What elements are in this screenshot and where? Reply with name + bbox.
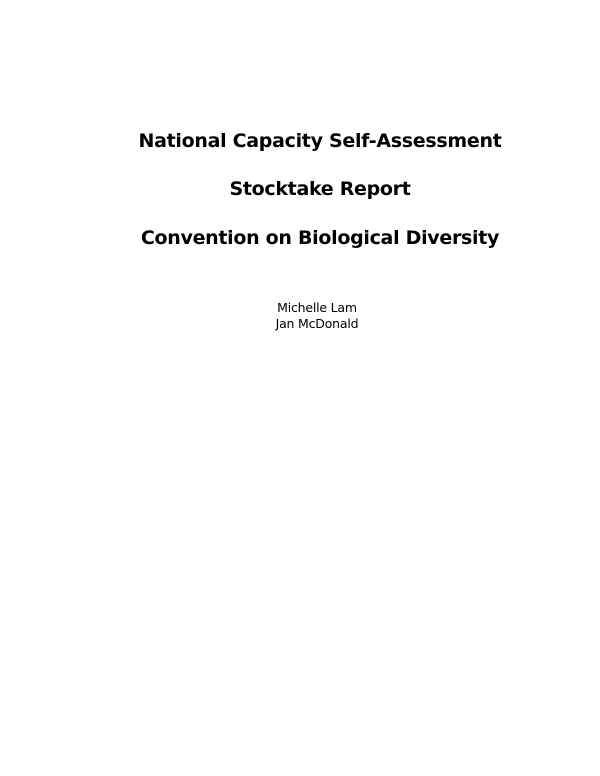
- author-name: Michelle Lam: [277, 300, 357, 315]
- report-title-line-2: Stocktake Report: [229, 178, 411, 200]
- report-title-line-3: Convention on Biological Diversity: [140, 227, 500, 249]
- report-title-line-1: National Capacity Self-Assessment: [138, 130, 502, 152]
- author-name: Jan McDonald: [275, 316, 359, 331]
